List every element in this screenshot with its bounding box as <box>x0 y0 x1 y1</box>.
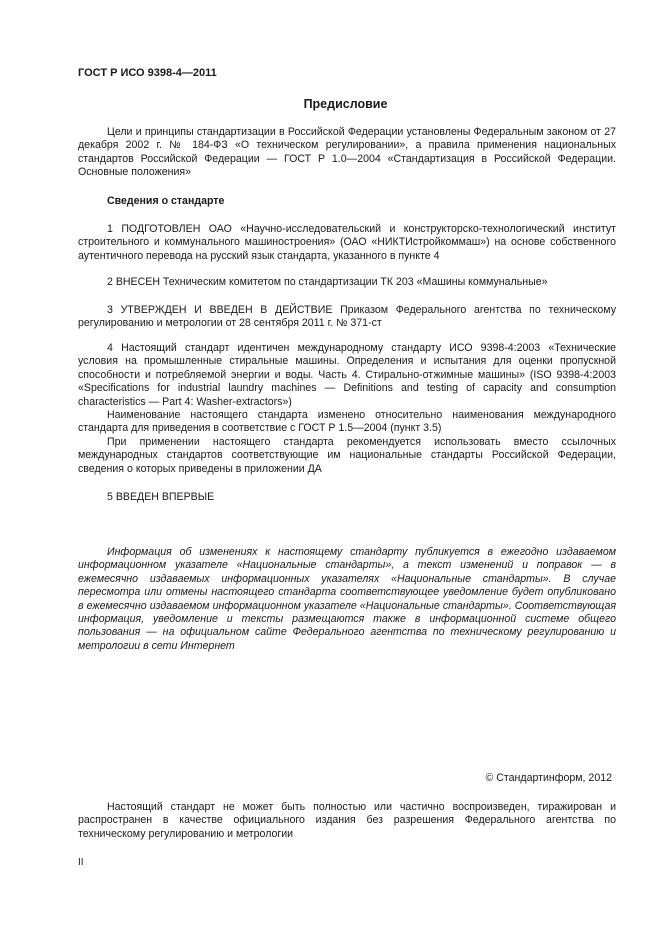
item-5-first-introduced: 5 ВВЕДЕН ВПЕРВЫЕ <box>107 491 215 503</box>
page-number: II <box>78 857 84 868</box>
rights-notice: Настоящий стандарт не может быть полностью или частично воспроизведен, тиражирован и распространен в качестве официального издания без разрешения Федерального агентства по техническому регулированию и метрологии <box>78 801 616 840</box>
item-4-identity: 4 Настоящий стандарт идентичен международному стандарту ИСО 9398-4:2003 «Технические условия на промышленные стиральные машины. Определения и испытания для оценки пропускной способности и потребляемой энергии и воды. Часть 4. Стирально-отжимные машины» (ISO 9398-4:2003 «Specifications for industrial laundry machines — Definitions and testing of capacity and consumption characteristics — Part 4: Washer-extractors») <box>78 342 616 408</box>
document-code: ГОСТ Р ИСО 9398-4—2011 <box>78 67 217 79</box>
copyright: © Стандартинформ, 2012 <box>485 772 612 784</box>
intro-paragraph: Цели и принципы стандартизации в Российской Федерации установлены Федеральным законом от 27 декабря 2002 г. № 184-ФЗ «О техническом регулировании», а правила применения национальных стандартов Российской Федерации — ГОСТ Р 1.0—2004 «Стандартизация в Российской Федерации. Основные положения» <box>78 126 616 179</box>
information-notice: Информация об изменениях к настоящему стандарту публикуется в ежегодно издаваемом информационном указателе «Национальные стандарты», а текст изменений и поправок — в ежемесячно издаваемых информационных указателях «Национальные стандарты». В случае пересмотра или отмены настоящего стандарта соответствующее уведомление будет опубликовано в ежемесячно издаваемом информационном указателе «Национальные стандарты». Соответствующая информация, уведомление и тексты размещаются также в информационной системе общего пользования — на официальном сайте Федерального агентства по техническому регулированию и метрологии в сети Интернет <box>78 546 616 652</box>
section-title: Сведения о стандарте <box>107 195 225 207</box>
page-title: Предисловие <box>303 97 388 111</box>
item-2-introduced-by: 2 ВНЕСЕН Техническим комитетом по стандартизации ТК 203 «Машины коммунальные» <box>107 276 548 288</box>
item-3-approved: 3 УТВЕРЖДЕН И ВВЕДЕН В ДЕЙСТВИЕ Приказом Федерального агентства по техническому регулированию и метрологии от 28 сентября 2011 г. № 371-ст <box>78 304 616 330</box>
item-4-references: При применении настоящего стандарта рекомендуется использовать вместо ссылочных международных стандартов соответствующие им национальные стандарты Российской Федерации, сведения о которых приведены в приложении ДА <box>78 436 616 475</box>
item-1-prepared-by: 1 ПОДГОТОВЛЕН ОАО «Научно-исследовательский и конструкторско-технологический институт строительного и коммунального машиностроения» (ОАО «НИКТИстройкоммаш») на основе собственного аутентичного перевода на русский язык стандарта, указанного в пункте 4 <box>78 223 616 262</box>
item-4-name-change: Наименование настоящего стандарта изменено относительно наименования международного стандарта для приведения в соответствие с ГОСТ Р 1.5—2004 (пункт 3.5) <box>78 409 616 435</box>
